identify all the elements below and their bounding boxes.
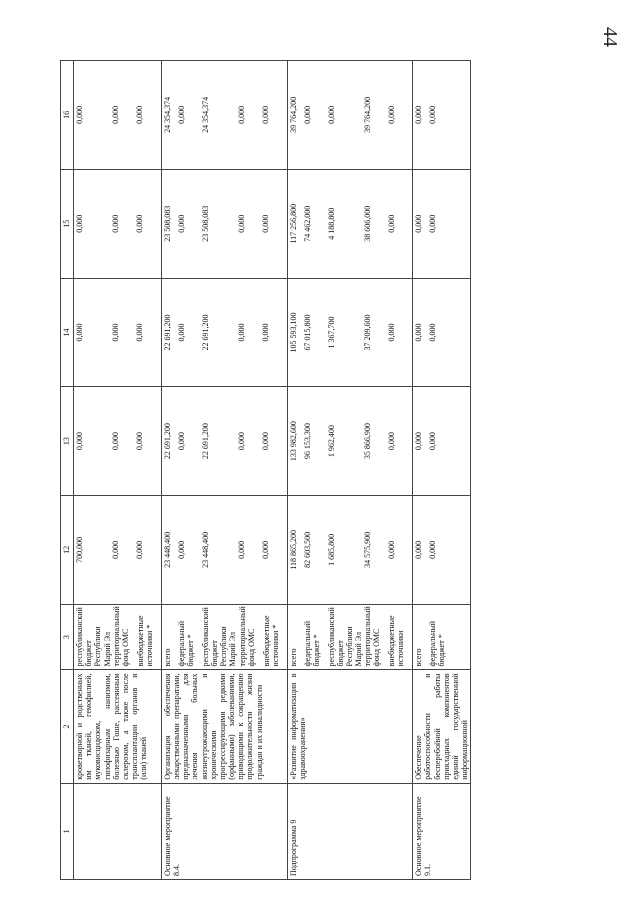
funding-source-label: федеральный бюджет * — [176, 621, 195, 667]
budget-table-sheet — [60, 60, 530, 880]
header-cell: 15 — [61, 169, 74, 278]
funding-source-label: всего — [162, 648, 172, 667]
amount-value: 0,000 — [111, 323, 120, 342]
amount-value: 0,000 — [326, 105, 336, 124]
funding-source-label: федеральный бюджет * — [302, 621, 321, 667]
amount-value: 22 691,200 — [162, 314, 172, 351]
activity-code-cell: Основное мероприятие 8.4. — [161, 783, 287, 879]
amount-value: 0,000 — [428, 105, 438, 124]
amount-value: 0,000 — [176, 432, 186, 451]
amount-value: 133 982,600 — [288, 421, 298, 462]
funding-source-label: всего — [414, 648, 424, 667]
amount-value: 1 367,700 — [326, 316, 336, 349]
amount-value: 0,000 — [260, 432, 270, 451]
activity-code-cell — [74, 783, 162, 879]
amount-value: 0,000 — [386, 432, 396, 451]
amount-value: 23 508,083 — [162, 205, 172, 242]
amount-value: 0,000 — [111, 540, 120, 559]
amount-value: 82 603,500 — [302, 531, 312, 568]
amount-value: 24 354,374 — [200, 96, 210, 133]
funding-source-label: внебюджетные источники * — [261, 615, 280, 667]
funding-source-label: федеральный бюджет * — [428, 621, 447, 667]
amount-value: 0,000 — [428, 540, 438, 559]
amount-cell — [413, 61, 471, 170]
table-row — [287, 61, 413, 880]
amount-value: 0,000 — [111, 432, 120, 451]
funding-source-label: республиканский бюджет Республики Марий Эл — [75, 607, 112, 667]
amount-value: 0,000 — [75, 214, 84, 233]
amount-value: 0,000 — [414, 540, 424, 559]
amount-cell — [287, 278, 413, 387]
amount-value: 0,000 — [260, 323, 270, 342]
amount-value: 0,000 — [428, 432, 438, 451]
funding-source-cell — [287, 604, 413, 670]
funding-source-label: внебюджетные источники — [387, 615, 406, 667]
header-cell: 12 — [61, 496, 74, 605]
funding-source-cell — [161, 604, 287, 670]
amount-value: 0,000 — [236, 214, 246, 233]
amount-value: 23 448,400 — [162, 531, 172, 568]
amount-cell — [161, 278, 287, 387]
amount-cell — [74, 278, 162, 387]
amount-value: 0,000 — [386, 214, 396, 233]
amount-value: 0,000 — [236, 323, 246, 342]
amount-cell — [74, 496, 162, 605]
amount-cell — [413, 387, 471, 496]
amount-value: 0,000 — [111, 214, 120, 233]
amount-value: 0,000 — [176, 214, 186, 233]
header-cell: 2 — [61, 670, 74, 783]
amount-value: 24 354,374 — [162, 96, 172, 133]
amount-value: 38 606,000 — [362, 205, 372, 242]
amount-cell — [287, 387, 413, 496]
activity-name-cell: Организация обеспечения лекарственными препаратами, предназначенными для лечения больных жизнеугрожающими и хроническими прогрессирующими редкими (орфанными) заболеваниями, приводящими к сокращению продолжительности жизни граждан и их инвалидности — [161, 670, 287, 783]
amount-value: 0,000 — [302, 105, 312, 124]
amount-value: 0,000 — [428, 214, 438, 233]
activity-name-cell: кроветворной и родственных им тканей, гемофилией, муковисцидозом, гипофизарным нанизмом, болезнью Гоше, рассеянным склерозом, а также после трансплантации органов и (или) тканей — [74, 670, 162, 783]
amount-value: 0,000 — [428, 323, 438, 342]
amount-cell — [161, 61, 287, 170]
amount-cell — [161, 169, 287, 278]
amount-cell — [287, 61, 413, 170]
amount-value: 39 764,200 — [362, 96, 372, 133]
activity-code-cell: Подпрограмма 9 — [287, 783, 413, 879]
activity-name-cell: «Развитие информатизации в здравоохранении» — [287, 670, 413, 783]
amount-cell — [74, 61, 162, 170]
amount-value: 0,000 — [236, 540, 246, 559]
amount-value: 39 764,200 — [288, 96, 298, 133]
amount-cell — [161, 496, 287, 605]
amount-value: 4 188,800 — [326, 207, 336, 240]
amount-value: 23 448,400 — [200, 531, 210, 568]
amount-value: 0,000 — [386, 540, 396, 559]
amount-value: 0,000 — [414, 214, 424, 233]
amount-value: 0,000 — [414, 323, 424, 342]
amount-value: 0,000 — [176, 540, 186, 559]
amount-value: 0,000 — [260, 105, 270, 124]
amount-value: 37 209,600 — [362, 314, 372, 351]
page-number: 44 — [599, 27, 622, 47]
amount-value: 0,000 — [135, 540, 144, 559]
amount-value: 0,000 — [135, 105, 144, 124]
amount-value: 0,000 — [75, 432, 84, 451]
funding-source-label: внебюджетные источники * — [135, 615, 154, 667]
amount-value: 22 691,200 — [162, 423, 172, 460]
funding-source-label: территориальный фонд ОМС — [111, 606, 130, 667]
amount-cell — [74, 169, 162, 278]
amount-value: 0,000 — [111, 105, 120, 124]
amount-value: 0,000 — [135, 432, 144, 451]
amount-value: 23 508,083 — [200, 205, 210, 242]
amount-value: 34 575,900 — [362, 531, 372, 568]
amount-value: 0,000 — [135, 214, 144, 233]
amount-cell — [161, 387, 287, 496]
amount-value: 0,000 — [236, 105, 246, 124]
amount-cell — [287, 496, 413, 605]
amount-value: 105 593,100 — [288, 312, 298, 353]
amount-cell — [287, 169, 413, 278]
funding-source-label: республиканский бюджет Республики Марий Эл — [326, 607, 364, 667]
amount-value: 117 256,800 — [288, 203, 298, 244]
amount-value: 35 866,900 — [362, 423, 372, 460]
header-row — [61, 61, 74, 880]
activity-name-cell: Обеспечение работоспособности и бесперебойной работы прикладных компонентов единой государственной информационной — [413, 670, 471, 783]
header-cell: 1 — [61, 783, 74, 879]
amount-value: 0,000 — [260, 540, 270, 559]
amount-value: 74 462,000 — [302, 205, 312, 242]
funding-source-cell — [74, 604, 162, 670]
amount-value: 0,000 — [176, 323, 186, 342]
amount-cell — [413, 169, 471, 278]
funding-source-label: территориальный фонд ОМС — [363, 606, 382, 667]
header-cell: 16 — [61, 61, 74, 170]
amount-value: 96 153,300 — [302, 423, 312, 460]
amount-value: 0,000 — [414, 432, 424, 451]
activity-code-cell: Основное мероприятие 9.1. — [413, 783, 471, 879]
funding-source-cell — [413, 604, 471, 670]
funding-source-label: всего — [288, 648, 298, 667]
amount-value: 0,000 — [135, 323, 144, 342]
amount-value: 0,000 — [236, 432, 246, 451]
amount-value: 118 865,200 — [288, 530, 298, 570]
budget-table — [60, 60, 471, 880]
amount-cell — [413, 278, 471, 387]
amount-value: 0,000 — [386, 323, 396, 342]
amount-value: 0,000 — [414, 105, 424, 124]
amount-value: 0,000 — [176, 105, 186, 124]
funding-source-label: территориальный фонд ОМС — [237, 606, 256, 667]
amount-cell — [413, 496, 471, 605]
amount-value: 0,000 — [260, 214, 270, 233]
amount-value: 0,000 — [386, 105, 396, 124]
table-row — [413, 61, 471, 880]
amount-value: 22 691,200 — [200, 423, 210, 460]
header-cell: 3 — [61, 604, 74, 670]
header-cell: 13 — [61, 387, 74, 496]
amount-value: 0,000 — [75, 323, 84, 342]
amount-value: 700,000 — [75, 536, 84, 563]
amount-value: 22 691,200 — [200, 314, 210, 351]
amount-value: 1 962,400 — [326, 425, 336, 458]
amount-value: 67 015,800 — [302, 314, 312, 351]
amount-value: 1 685,800 — [326, 533, 336, 566]
amount-value: 0,000 — [75, 105, 84, 124]
header-cell: 14 — [61, 278, 74, 387]
amount-cell — [74, 387, 162, 496]
table-row — [161, 61, 287, 880]
funding-source-label: республиканский бюджет Республики Марий Эл — [200, 607, 238, 667]
table-row — [74, 61, 162, 880]
